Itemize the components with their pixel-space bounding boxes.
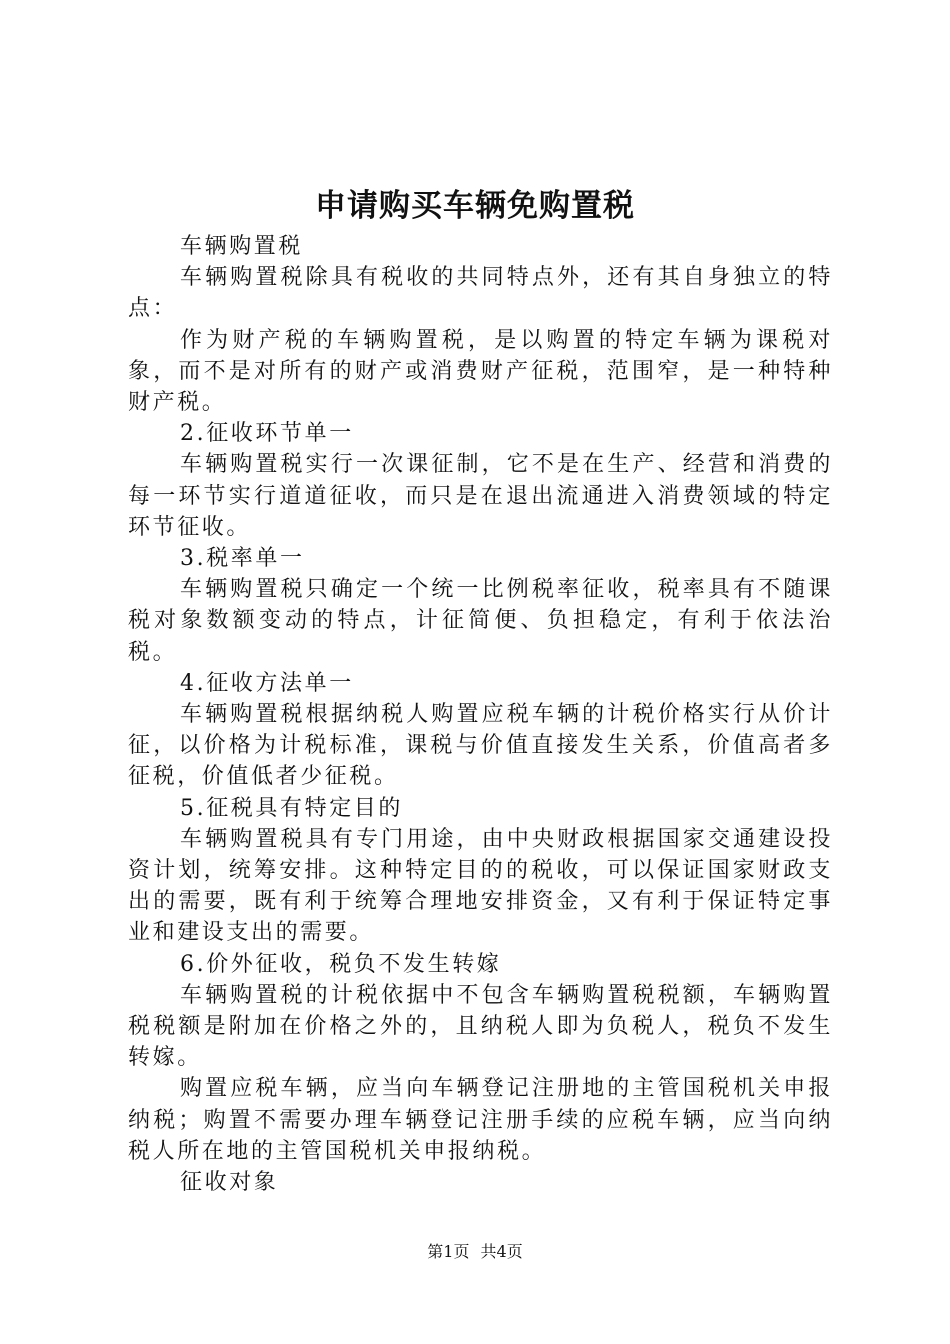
paragraph: 车辆购置税只确定一个统一比例税率征收，税率具有不随课税对象数额变动的特点，计征简便、负担稳定，有利于依法治税。 — [128, 577, 833, 665]
section-heading: 3.税率单一 — [180, 546, 305, 572]
paragraph: 购置应税车辆，应当向车辆登记注册地的主管国税机关申报纳税；购置不需要办理车辆登记注册手续的应税车辆，应当向纳税人所在地的主管国税机关申报纳税。 — [128, 1076, 833, 1164]
paragraph: 作为财产税的车辆购置税，是以购置的特定车辆为课税对象，而不是对所有的财产或消费财产征税，范围窄，是一种特种财产税。 — [128, 327, 833, 416]
paragraph: 车辆购置税 — [180, 234, 304, 259]
section-heading: 5.征税具有特定目的 — [180, 795, 403, 821]
section-heading: 征收对象 — [180, 1170, 279, 1196]
page-footer — [0, 1240, 950, 1264]
section-heading: 2.征收环节单一 — [180, 421, 354, 447]
paragraph: 车辆购置税具有专门用途，由中央财政根据国家交通建设投资计划，统筹安排。这种特定目的的税收，可以保证国家财政支出的需要，既有利于统筹合理地安排资金，又有利于保证特定事业和建设支出的需要。 — [128, 826, 833, 946]
section-heading: 4.征收方法单一 — [180, 670, 354, 696]
paragraph: 车辆购置税除具有税收的共同特点外，还有其自身独立的特点： — [128, 265, 833, 322]
paragraph: 车辆购置税实行一次课征制，它不是在生产、经营和消费的每一环节实行道道征收，而只是在退出流通进入消费领域的特定环节征收。 — [128, 452, 833, 540]
document-title: 申请购买车辆免购置税 — [315, 188, 635, 224]
page-number: 第1页 — [427, 1242, 470, 1261]
page-total: 共4页 — [480, 1242, 523, 1261]
section-heading: 6.价外征收，税负不发生转嫁 — [180, 951, 502, 977]
document-body — [128, 231, 833, 1198]
paragraph: 车辆购置税根据纳税人购置应税车辆的计税价格实行从价计征，以价格为计税标准，课税与价值直接发生关系，价值高者多征税，价值低者少征税。 — [128, 702, 833, 790]
paragraph: 车辆购置税的计税依据中不包含车辆购置税税额，车辆购置税税额是附加在价格之外的，且纳税人即为负税人，税负不发生转嫁。 — [128, 982, 833, 1071]
